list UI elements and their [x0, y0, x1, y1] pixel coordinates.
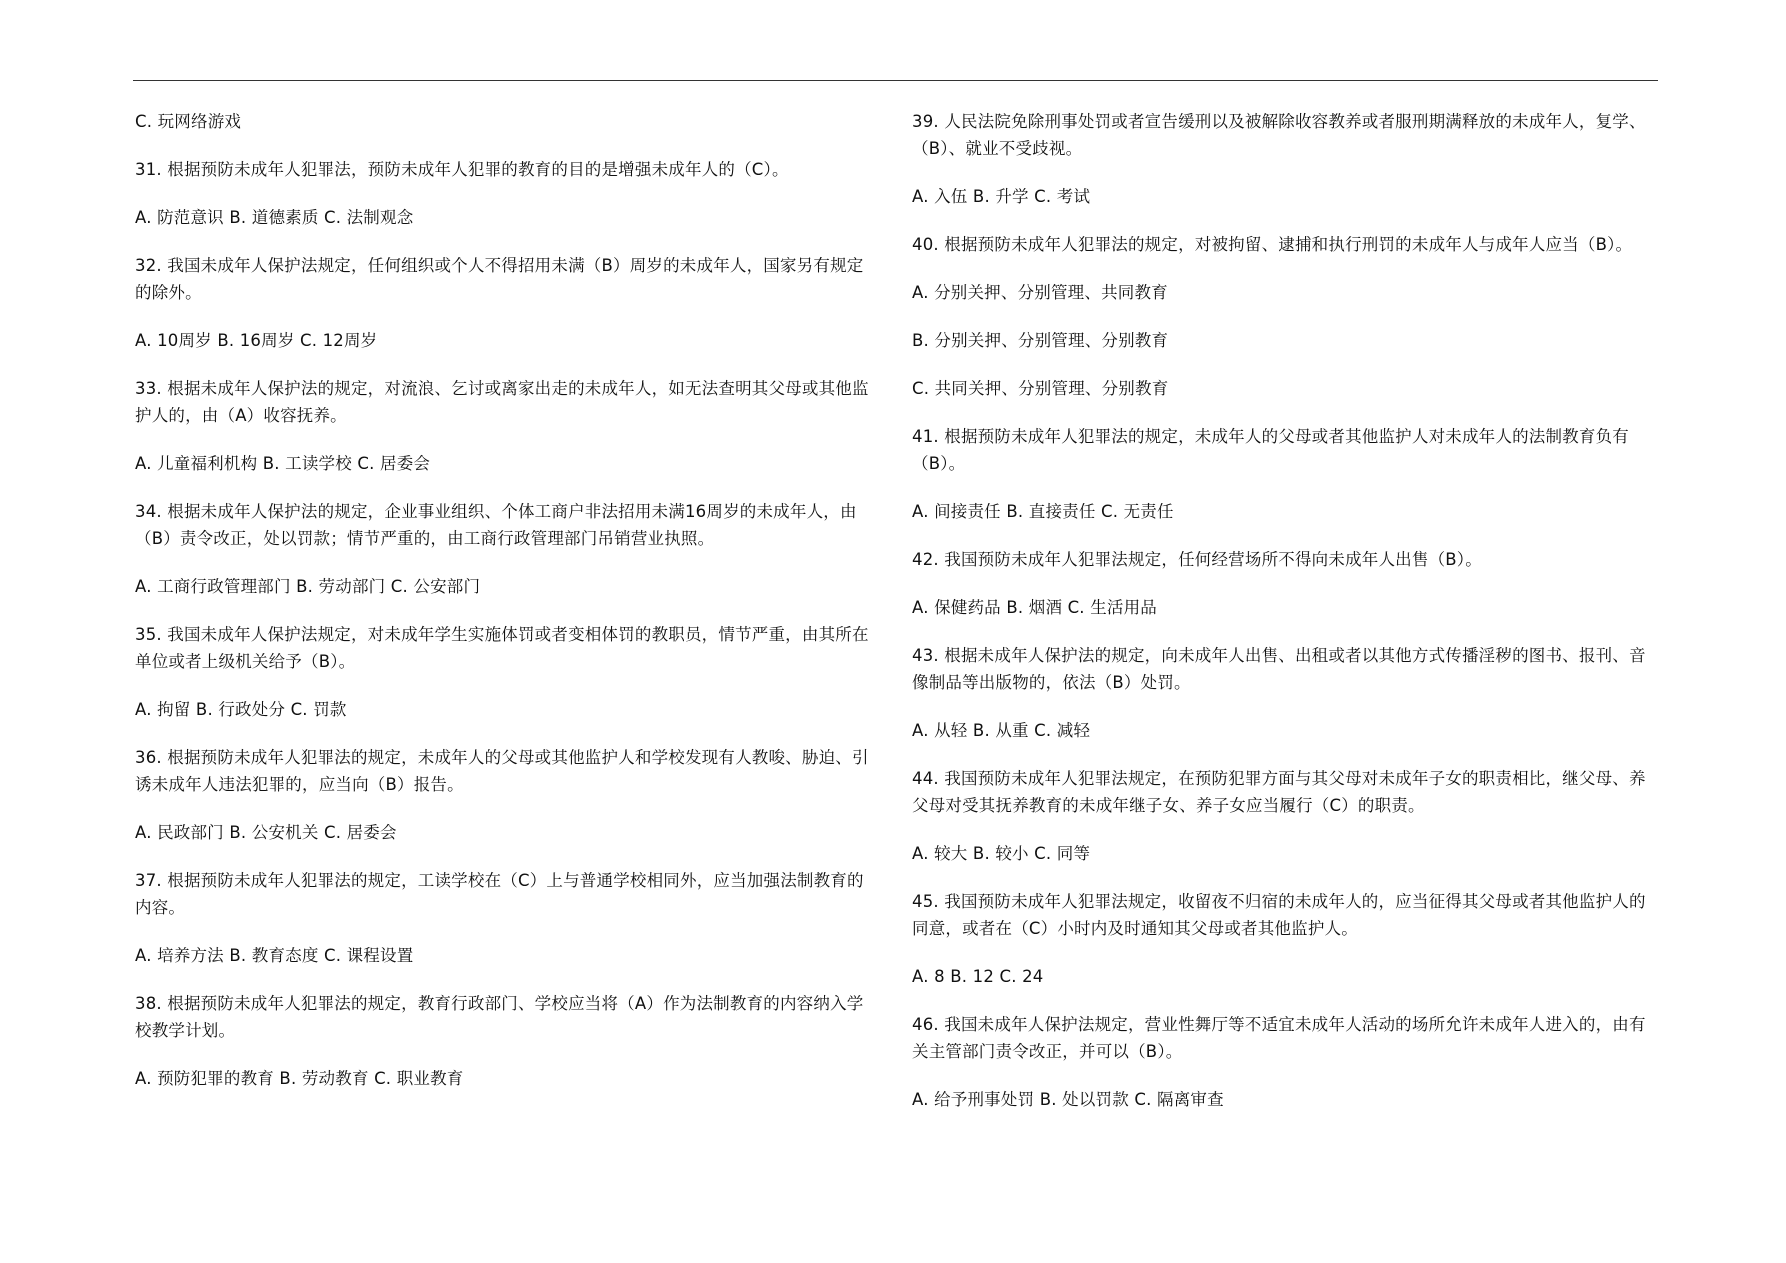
options-43: A. 从轻 B. 从重 C. 减轻 — [912, 721, 1091, 740]
left-column — [135, 108, 880, 1113]
options-35: A. 拘留 B. 行政处分 C. 罚款 — [135, 700, 347, 719]
options-31: A. 防范意识 B. 道德素质 C. 法制观念 — [135, 208, 414, 227]
options-37: A. 培养方法 B. 教育态度 C. 课程设置 — [135, 946, 414, 965]
question-40: 40. 根据预防未成年人犯罪法的规定，对被拘留、逮捕和执行刑罚的未成年人与成年人应当（B）。 — [912, 235, 1633, 254]
question-46: 46. 我国未成年人保护法规定，营业性舞厅等不适宜未成年人活动的场所允许未成年人进入的，由有关主管部门责令改正，并可以（B）。 — [912, 1015, 1646, 1061]
right-column — [912, 108, 1657, 1134]
option-40-c: C. 共同关押、分别管理、分别教育 — [912, 379, 1169, 398]
options-32: A. 10周岁 B. 16周岁 C. 12周岁 — [135, 331, 378, 350]
question-41: 41. 根据预防未成年人犯罪法的规定，未成年人的父母或者其他监护人对未成年人的法制教育负有（B）。 — [912, 427, 1629, 473]
question-35: 35. 我国未成年人保护法规定，对未成年学生实施体罚或者变相体罚的教职员，情节严重，由其所在单位或者上级机关给予（B）。 — [135, 625, 869, 671]
option-line: C. 玩网络游戏 — [135, 112, 242, 131]
question-34: 34. 根据未成年人保护法的规定，企业事业组织、个体工商户非法招用未满16周岁的未成年人，由（B）责令改正，处以罚款；情节严重的，由工商行政管理部门吊销营业执照。 — [135, 502, 857, 548]
option-40-a: A. 分别关押、分别管理、共同教育 — [912, 283, 1168, 302]
options-34: A. 工商行政管理部门 B. 劳动部门 C. 公安部门 — [135, 577, 481, 596]
header-rule — [133, 80, 1658, 81]
options-41: A. 间接责任 B. 直接责任 C. 无责任 — [912, 502, 1174, 521]
question-33: 33. 根据未成年人保护法的规定，对流浪、乞讨或离家出走的未成年人，如无法查明其父母或其他监护人的，由（A）收容抚养。 — [135, 379, 869, 425]
options-33: A. 儿童福利机构 B. 工读学校 C. 居委会 — [135, 454, 431, 473]
question-42: 42. 我国预防未成年人犯罪法规定，任何经营场所不得向未成年人出售（B）。 — [912, 550, 1482, 569]
question-38: 38. 根据预防未成年人犯罪法的规定，教育行政部门、学校应当将（A）作为法制教育的内容纳入学校教学计划。 — [135, 994, 864, 1040]
question-37: 37. 根据预防未成年人犯罪法的规定，工读学校在（C）上与普通学校相同外，应当加强法制教育的内容。 — [135, 871, 864, 917]
options-46: A. 给予刑事处罚 B. 处以罚款 C. 隔离审查 — [912, 1090, 1224, 1109]
question-43: 43. 根据未成年人保护法的规定，向未成年人出售、出租或者以其他方式传播淫秽的图书、报刊、音像制品等出版物的，依法（B）处罚。 — [912, 646, 1646, 692]
option-40-b: B. 分别关押、分别管理、分别教育 — [912, 331, 1169, 350]
question-39: 39. 人民法院免除刑事处罚或者宣告缓刑以及被解除收容教养或者服刑期满释放的未成年人，复学、（B）、就业不受歧视。 — [912, 112, 1646, 158]
options-38: A. 预防犯罪的教育 B. 劳动教育 C. 职业教育 — [135, 1069, 464, 1088]
question-31: 31. 根据预防未成年人犯罪法，预防未成年人犯罪的教育的目的是增强未成年人的（C）。 — [135, 160, 789, 179]
question-36: 36. 根据预防未成年人犯罪法的规定，未成年人的父母或其他监护人和学校发现有人教唆、胁迫、引诱未成年人违法犯罪的，应当向（B）报告。 — [135, 748, 869, 794]
question-44: 44. 我国预防未成年人犯罪法规定，在预防犯罪方面与其父母对未成年子女的职责相比，继父母、养父母对受其抚养教育的未成年继子女、养子女应当履行（C）的职责。 — [912, 769, 1646, 815]
options-39: A. 入伍 B. 升学 C. 考试 — [912, 187, 1091, 206]
options-44: A. 较大 B. 较小 C. 同等 — [912, 844, 1091, 863]
options-42: A. 保健药品 B. 烟酒 C. 生活用品 — [912, 598, 1157, 617]
question-45: 45. 我国预防未成年人犯罪法规定，收留夜不归宿的未成年人的，应当征得其父母或者其他监护人的同意，或者在（C）小时内及时通知其父母或者其他监护人。 — [912, 892, 1646, 938]
question-32: 32. 我国未成年人保护法规定，任何组织或个人不得招用未满（B）周岁的未成年人，国家另有规定的除外。 — [135, 256, 864, 302]
options-45: A. 8 B. 12 C. 24 — [912, 967, 1044, 986]
options-36: A. 民政部门 B. 公安机关 C. 居委会 — [135, 823, 397, 842]
